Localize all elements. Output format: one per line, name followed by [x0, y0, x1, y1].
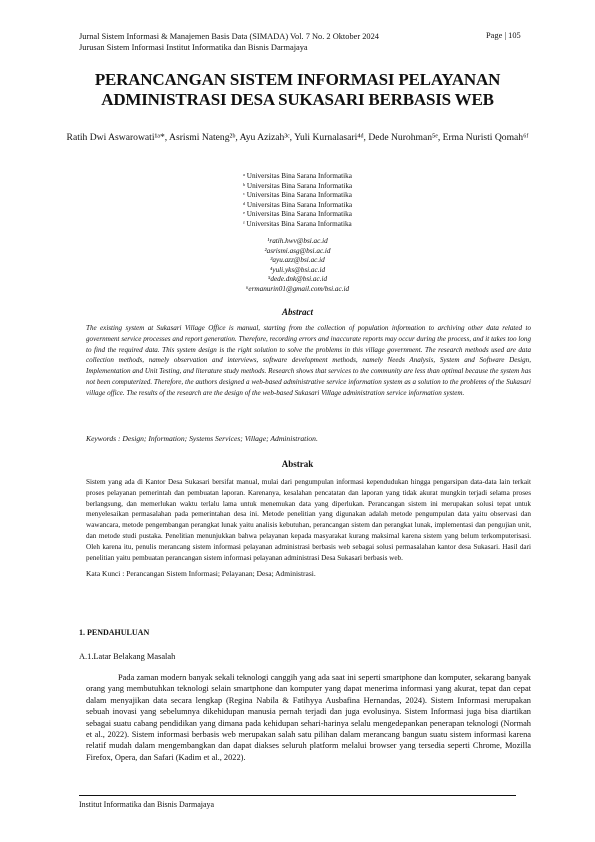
email-item: ⁴yuli.yks@bsi.ac.id	[269, 265, 326, 274]
email-list	[0, 237, 595, 295]
affiliation-item: ᵃ Universitas Bina Sarana Informatika	[243, 172, 352, 180]
paper-title	[0, 70, 595, 110]
affiliation-item: ᵇ Universitas Bina Sarana Informatika	[242, 181, 353, 190]
abstract-heading: Abstract	[281, 307, 313, 317]
affiliation-item: ᵈ Universitas Bina Sarana Informatika	[242, 200, 353, 209]
affiliation-item: ᶜ Universitas Bina Sarana Informatika	[243, 191, 352, 200]
title-line1: PERANCANGAN SISTEM INFORMASI PELAYANAN	[94, 70, 501, 89]
subsection-heading-latar-belakang: A.1.Latar Belakang Masalah	[79, 652, 176, 661]
keywords-english: Keywords : Design; Information; Systems Services; Village; Administration.	[86, 434, 318, 443]
authors: Ratih Dwi Aswarowati¹ᵃ*, Asrismi Nateng²ᵇ, Ayu Azizah³ᶜ, Yuli Kurnalasari⁴ᵈ, Dede Nurohman⁵ᵉ, Erma Nuristi Qomah⁶ᶠ	[66, 132, 529, 143]
abstract-english: The existing system at Sukasari Village Office is manual, starting from the collection of population information to archiving other data related to government service processes and report generation. Therefore, recording errors and inaccurate reports may occur during the process, and it takes too long to find the required data. This system design is the right solution to solve the problems in this village government. The research methods used are data collection methods, namely observation and interviews, software development methods, namely Needs Analysis, System and Software Design, Implementation and Unit Testing, and literature study methods. Research shows that services to the community are less than optimal because the system has not been computerized. Therefore, the authors designed a web-based administrative service information system as a solution to the problems of the Sukasari village office. The results of the research are the design of the web-based Sukasari Village administration service information system.	[86, 324, 531, 397]
abstrak-indonesian: Sistem yang ada di Kantor Desa Sukasari bersifat manual, mulai dari pengumpulan informasi kependudukan hingga pengarsipan data-data lain terkait proses pelayanan pemerintah dan pembuatan laporan. Karenanya, kesalahan pencatatan dan laporan yang tidak akurat mungkin terjadi selama proses berlangsung, dan memerlukan waktu terlalu lama untuk menemukan data yang diperlukan. Perancangan sistem ini merupakan solusi tepat untuk menyelesaikan permasalahan pada pemerintahan desa ini. Metode penelitian yang digunakan adalah metode pengumpulan data yaitu observasi dan wawancara, metode pengembangan perangkat lunak yaitu analisis kebutuhan, perancangan sistem dan perangkat lunak, implementasi dan pengujian unit, dan metode studi pustaka. Penelitian menunjukkan bahwa pelayanan kepada masyarakat kurang maksimal karena sistem yang belum terkomputerisasi. Oleh karena itu, penulis merancang sistem informasi pelayanan administrasi berbasis web sebagai solusi permasalahan kantor desa Sukasari. Hasil dari penelitian yaitu pembuatan perancangan sistem informasi pelayanan administrasi Desa Sukasari berbasis web.	[86, 478, 531, 562]
title-line2: ADMINISTRASI DESA SUKASARI BERBASIS WEB	[101, 90, 494, 109]
email-item: ²asrismi.asg@bsi.ac.id	[264, 246, 331, 255]
abstrak-heading: Abstrak	[281, 459, 314, 469]
section-heading-pendahuluan: 1. PENDAHULUAN	[79, 628, 150, 637]
page-number: Page | 105	[486, 31, 521, 40]
email-item: ⁵dede.dnk@bsi.ac.id	[267, 275, 328, 284]
footer-institution: Institut Informatika dan Bisnis Darmajaya	[79, 800, 215, 809]
keywords-indonesian: Kata Kunci : Perancangan Sistem Informasi; Pelayanan; Desa; Administrasi.	[86, 569, 316, 578]
email-item: ¹ratih.hwv@bsi.ac.id	[267, 237, 328, 245]
body-paragraph: Pada zaman modern banyak sekali teknologi canggih yang ada saat ini seperti smartphone dan komputer, sekarang banyak orang yang membutuhkan teknologi selain smartphone dan komputer yang dapat menerima informasi yang akurat, tepat dan cepat dalam menyajikan data secara lengkap (Regina Nabila & Fatihyya Ausbafina Hernandas, 2024). Sistem Informasi merupakan sebuah inovasi yang sebelumnya dikehidupan manusia pernah terjadi dan juga evolusinya. Sistem Informasi juga bisa diartikan sebagai suatu cabang pendidikan yang dimana pada kehidupan sehari-harinya selalu mengedepankan penerapan teknologi (Normah et al., 2022). Sistem informasi berbasis web merupakan salah satu pilihan dalam merancang bangun suatu sistem informasi karena relatif mudah dalam mengembangkan dan dapat diakses seluruh platform melalui browser yang tersedia seperti Chrome, Mozilla Firefox, Opera, dan Safari (Kadim et al., 2022).	[86, 673, 531, 762]
email-item: ⁶ermanurin01@gmail.com/bsi.ac.id	[245, 284, 350, 293]
affiliation-list	[0, 172, 595, 230]
journal-header-line1: Jurnal Sistem Informasi & Manajemen Basis Data (SIMADA) Vol. 7 No. 2 Oktober 2024	[79, 32, 379, 41]
email-item: ³ayu.azz@bsi.ac.id	[270, 256, 325, 265]
footer-divider	[79, 795, 516, 796]
affiliation-item: ᵉ Universitas Bina Sarana Informatika	[243, 210, 352, 219]
journal-header-line2: Jurusan Sistem Informasi Institut Informatika dan Bisnis Darmajaya	[79, 43, 308, 52]
affiliation-item: ᶠ Universitas Bina Sarana Informatika	[243, 219, 352, 228]
